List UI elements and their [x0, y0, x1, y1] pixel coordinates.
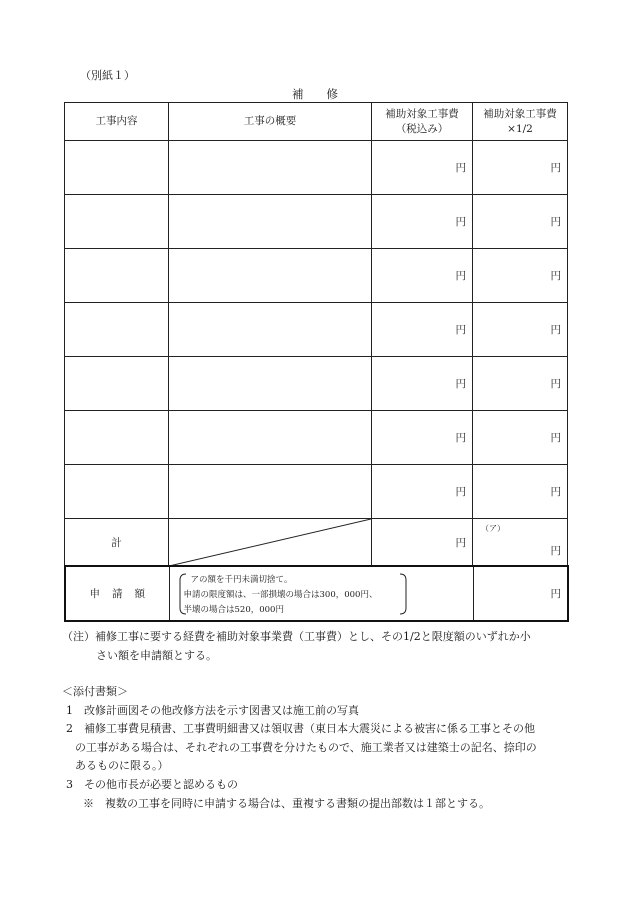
yen-unit: 円 — [550, 545, 561, 557]
eligible-cost-half-cell — [473, 249, 568, 303]
yen-unit: 円 — [455, 378, 466, 390]
table-row — [65, 411, 568, 465]
yen-unit: 円 — [455, 537, 466, 549]
table-row — [65, 195, 568, 249]
attachment-label: （別紙１） — [80, 69, 135, 82]
work-summary-cell — [169, 465, 372, 519]
eligible-cost-half-cell — [473, 465, 568, 519]
eligible-cost-half-cell — [473, 411, 568, 465]
yen-unit: 円 — [550, 486, 561, 498]
table-row — [65, 249, 568, 303]
attachment-item-2-line-2: の工事がある場合は、それぞれの工事費を分けたもので、施工業者又は建築士の記名、捺印の — [75, 741, 537, 754]
yen-unit: 円 — [550, 162, 561, 174]
application-amount-row — [65, 566, 568, 621]
attachment-item-2-line-3: あるものに限る。） — [75, 759, 169, 772]
header-eligible-cost-half — [473, 103, 568, 141]
repair-cost-table — [64, 102, 568, 567]
eligible-cost-half-cell — [473, 195, 568, 249]
yen-unit: 円 — [455, 162, 466, 174]
table-row — [65, 357, 568, 411]
work-content-cell — [65, 411, 169, 465]
total-row — [65, 519, 568, 567]
eligible-cost-cell — [372, 357, 473, 411]
work-summary-cell — [169, 249, 372, 303]
application-amount-label: 申請額 — [65, 566, 169, 621]
yen-unit: 円 — [550, 588, 561, 600]
total-cost-cell — [372, 519, 473, 567]
total-label: 計 — [65, 519, 169, 567]
work-summary-cell — [169, 357, 372, 411]
attachment-item-1: 1 改修計画図その他改修方法を示す図書又は施工前の写真 — [66, 704, 359, 717]
yen-unit: 円 — [550, 216, 561, 228]
yen-unit: 円 — [550, 432, 561, 444]
header-eligible-cost-half-line2: ×1/2 — [507, 122, 533, 135]
work-summary-cell — [169, 195, 372, 249]
attachment-remark: ※ 複数の工事を同時に申請する場合は、重複する書類の提出部数は１部とする。 — [83, 797, 490, 810]
eligible-cost-cell — [372, 411, 473, 465]
yen-unit: 円 — [455, 270, 466, 282]
note-line-2: さい額を申請額とする。 — [96, 649, 217, 662]
header-eligible-cost-line1: 補助対象工事費 — [385, 107, 459, 120]
eligible-cost-half-cell — [473, 141, 568, 195]
eligible-cost-cell — [372, 465, 473, 519]
diagonal-line — [169, 519, 371, 566]
yen-unit: 円 — [455, 432, 466, 444]
table-row — [65, 141, 568, 195]
condition-line-1: アの額を千円未満切捨て。 — [190, 575, 293, 585]
condition-line-3: 半壊の場合は520，000円 — [183, 605, 284, 615]
total-mark-a: （ア） — [481, 524, 505, 533]
eligible-cost-cell — [372, 303, 473, 357]
work-summary-cell — [169, 303, 372, 357]
work-content-cell — [65, 303, 169, 357]
eligible-cost-half-cell — [473, 357, 568, 411]
yen-unit: 円 — [455, 216, 466, 228]
yen-unit: 円 — [550, 324, 561, 336]
attachment-item-2-line-1: 2 補修工事費見積書、工事費明細書又は領収書（東日本大震災による被害に係る工事とその他 — [66, 722, 535, 735]
application-amount-cell — [473, 566, 568, 621]
header-eligible-cost-half-line1: 補助対象工事費 — [483, 107, 557, 120]
application-conditions-cell — [169, 566, 473, 621]
eligible-cost-cell — [372, 249, 473, 303]
attachments-heading: ＜添付書類＞ — [62, 685, 128, 698]
document-title: 補 修 — [292, 87, 338, 101]
eligible-cost-half-cell — [473, 303, 568, 357]
work-content-cell — [65, 465, 169, 519]
table-row — [65, 465, 568, 519]
header-eligible-cost-line2: （税込み） — [395, 122, 449, 135]
table-row — [65, 303, 568, 357]
work-content-cell — [65, 249, 169, 303]
table-header-row — [65, 103, 568, 141]
condition-line-2: 申請の限度額は、一部損壊の場合は300，000円、 — [183, 590, 378, 600]
eligible-cost-cell — [372, 195, 473, 249]
yen-unit: 円 — [550, 270, 561, 282]
work-content-cell — [65, 195, 169, 249]
work-summary-cell — [169, 411, 372, 465]
yen-unit: 円 — [550, 378, 561, 390]
work-summary-cell — [169, 141, 372, 195]
yen-unit: 円 — [455, 324, 466, 336]
application-amount-table — [64, 565, 569, 622]
header-work-content: 工事内容 — [65, 103, 169, 141]
header-eligible-cost — [372, 103, 473, 141]
attachment-item-3: 3 その他市長が必要と認めるもの — [66, 778, 238, 791]
work-content-cell — [65, 141, 169, 195]
eligible-cost-cell — [372, 141, 473, 195]
work-content-cell — [65, 357, 169, 411]
total-summary-crossed-cell — [169, 519, 372, 567]
note-line-1: （注）補修工事に要する経費を補助対象事業費（工事費）とし、その1/2と限度額のいずれか小 — [62, 630, 531, 643]
header-work-summary: 工事の概要 — [169, 103, 372, 141]
yen-unit: 円 — [455, 486, 466, 498]
total-half-cell — [473, 519, 568, 567]
